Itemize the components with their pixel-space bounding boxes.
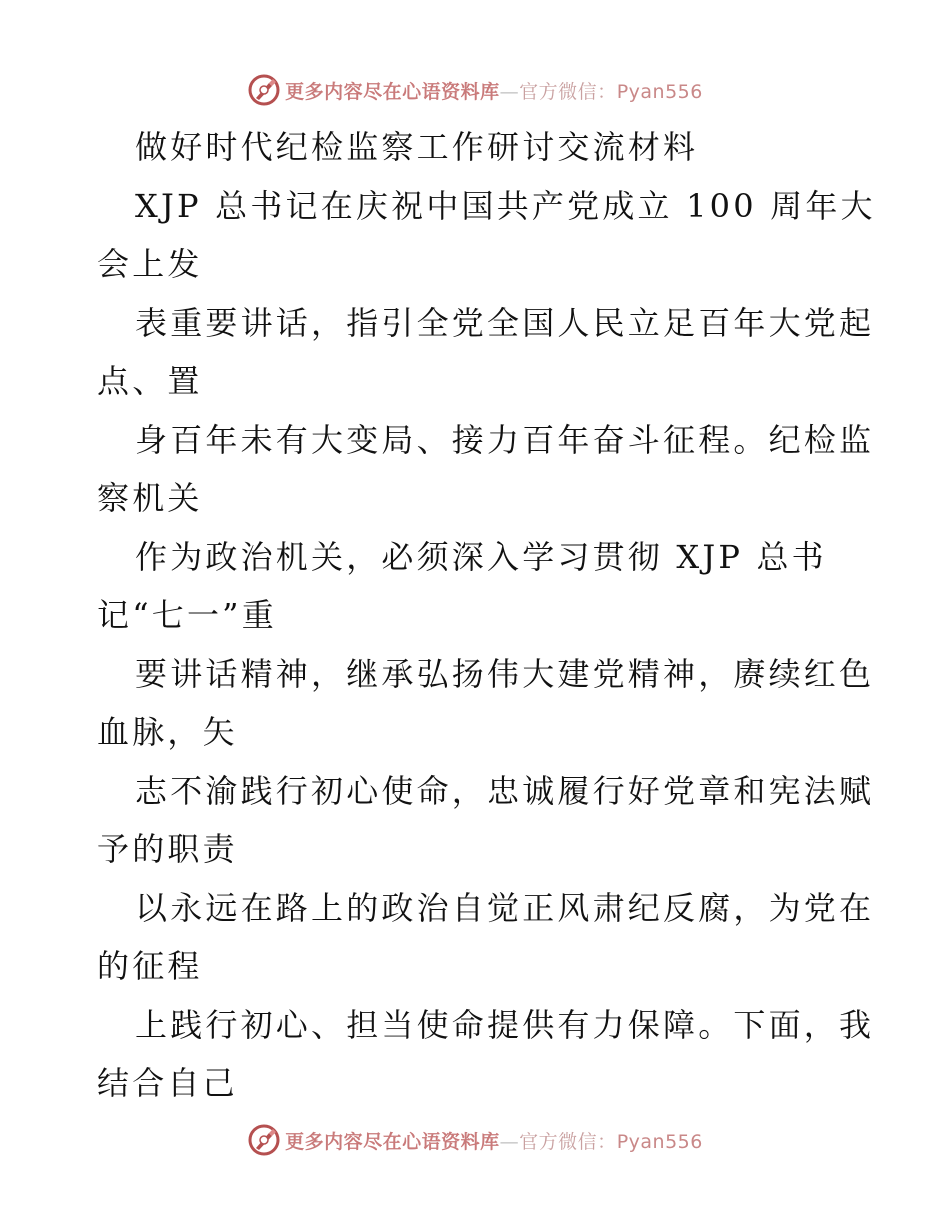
banner-wechat-id: Pyan556 [616, 1130, 703, 1153]
text-line: 表重要讲话，指引全党全国人民立足百年大党起 [135, 303, 875, 342]
text-line: 结合自己 [97, 1064, 238, 1102]
banner-wechat-id: Pyan556 [616, 80, 703, 103]
banner-text [285, 77, 703, 104]
banner-wechat-label: 官方微信： [519, 80, 617, 103]
text-line: 血脉，矢 [97, 713, 238, 751]
text-line: XJP 总书记在庆祝中国共产党成立 100 周年大 [135, 186, 876, 225]
text-line: 作为政治机关，必须深入学习贯彻 XJP 总书 [135, 537, 827, 576]
text-line: 会上发 [97, 245, 203, 283]
header-banner [0, 70, 950, 110]
banner-dash: — [499, 80, 520, 103]
text-line: 上践行初心、担当使命提供有力保障。下面，我 [135, 1005, 875, 1044]
text-line: 要讲话精神，继承弘扬伟大建党精神，赓续红色 [135, 654, 875, 693]
banner-wechat-label: 官方微信： [519, 1130, 617, 1153]
banner-text [285, 1127, 703, 1154]
pen-logo-icon [247, 73, 281, 107]
banner-title: 更多内容尽在心语资料库 [285, 1130, 500, 1153]
text-line: 察机关 [97, 479, 203, 517]
banner-title: 更多内容尽在心语资料库 [285, 80, 500, 103]
text-line: 志不渝践行初心使命，忠诚履行好党章和宪法赋 [135, 771, 875, 810]
text-line: 的征程 [97, 947, 203, 985]
text-line: 做好时代纪检监察工作研讨交流材料 [135, 128, 699, 166]
footer-banner [0, 1120, 950, 1160]
text-line: 记“七一”重 [97, 596, 277, 634]
text-line: 予的职责 [97, 830, 238, 868]
pen-logo-icon [247, 1123, 281, 1157]
text-line: 以永远在路上的政治自觉正风肃纪反腐，为党在 [135, 888, 875, 927]
banner-dash: — [499, 1130, 520, 1153]
document-body [97, 118, 876, 1113]
text-line: 点、置 [97, 362, 203, 400]
text-line: 身百年未有大变局、接力百年奋斗征程。纪检监 [135, 420, 875, 459]
